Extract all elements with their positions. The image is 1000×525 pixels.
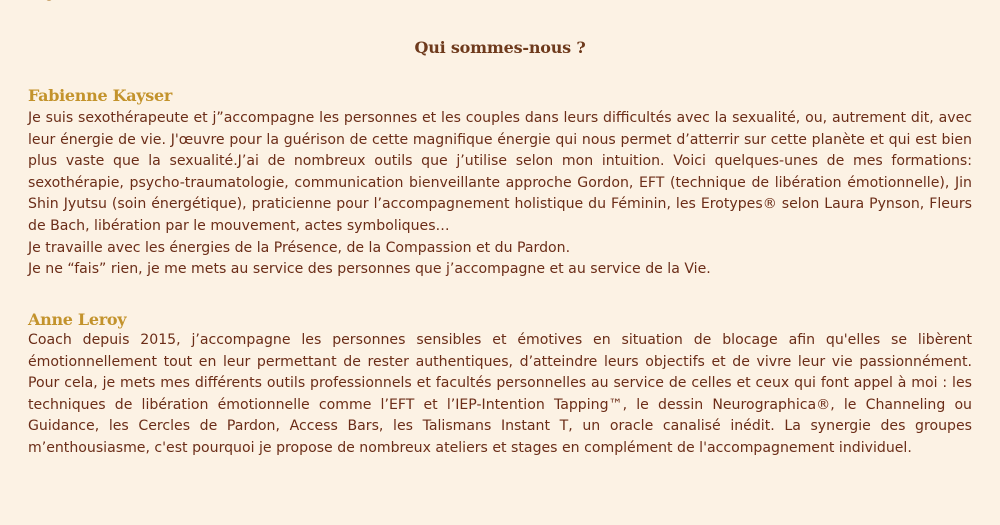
bio-paragraph: Je travaille avec les énergies de la Présence, de la Compassion et du Pardon. (28, 239, 571, 256)
person-bio-fabienne (28, 108, 972, 281)
bio-paragraph: Je ne “fais” rien, je me mets au service des personnes que j’accompagne et au service de la Vie. (28, 261, 711, 278)
person-bio-anne (28, 330, 972, 460)
bio-paragraph: Coach depuis 2015, j’accompagne les personnes sensibles et émotives en situation de blocage afin qu'elles se libèrent émotionnellement tout en leur permettant de rester authentiques, d’atteindre leurs objectifs et de vivre leur vie passionnément. Pour cela, je mets mes différents outils professionnels et facultés personnelles au service de celles et ceux qui font appel à moi : les techniques de libération émotionnelle comme l’EFT et l’IEP-Intention Tapping™, le dessin Neurographica®, le Channeling ou Guidance, les Cercles de Pardon, Access Bars, les Talismans Instant T, un oracle canalisé inédit. La synergie des groupes m’enthousiasme, c'est pourquoi je propose de nombreux ateliers et stages en complément de l'accompagnement individuel. (28, 332, 972, 456)
bio-paragraph: Je suis sexothérapeute et j”accompagne les personnes et les couples dans leurs difficultés avec la sexualité, ou, autrement dit, avec leur énergie de vie. J'œuvre pour la guérison de cette magnifique énergie qui nous permet d’atterrir sur cette planète et qui est bien plus vaste que la sexualité.J’ai de nombreux outils que j’utilise selon mon intuition. Voici quelques-unes de mes formations: sexothérapie, psycho-traumatologie, communication bienveillante approche Gordon, EFT (technique de libération émotionnelle), Jin Shin Jyutsu (soin énergétique), praticienne pour l’accompagnement holistique du Féminin, les Erotypes® selon Laura Pynson, Fleurs de Bach, libération par le mouvement, actes symboliques… (28, 110, 972, 234)
person-name-fabienne: Fabienne Kayser (28, 86, 173, 105)
page-title: Qui sommes-nous ? (414, 38, 586, 57)
top-decoration (46, 0, 52, 1)
person-name-anne: Anne Leroy (28, 310, 127, 329)
